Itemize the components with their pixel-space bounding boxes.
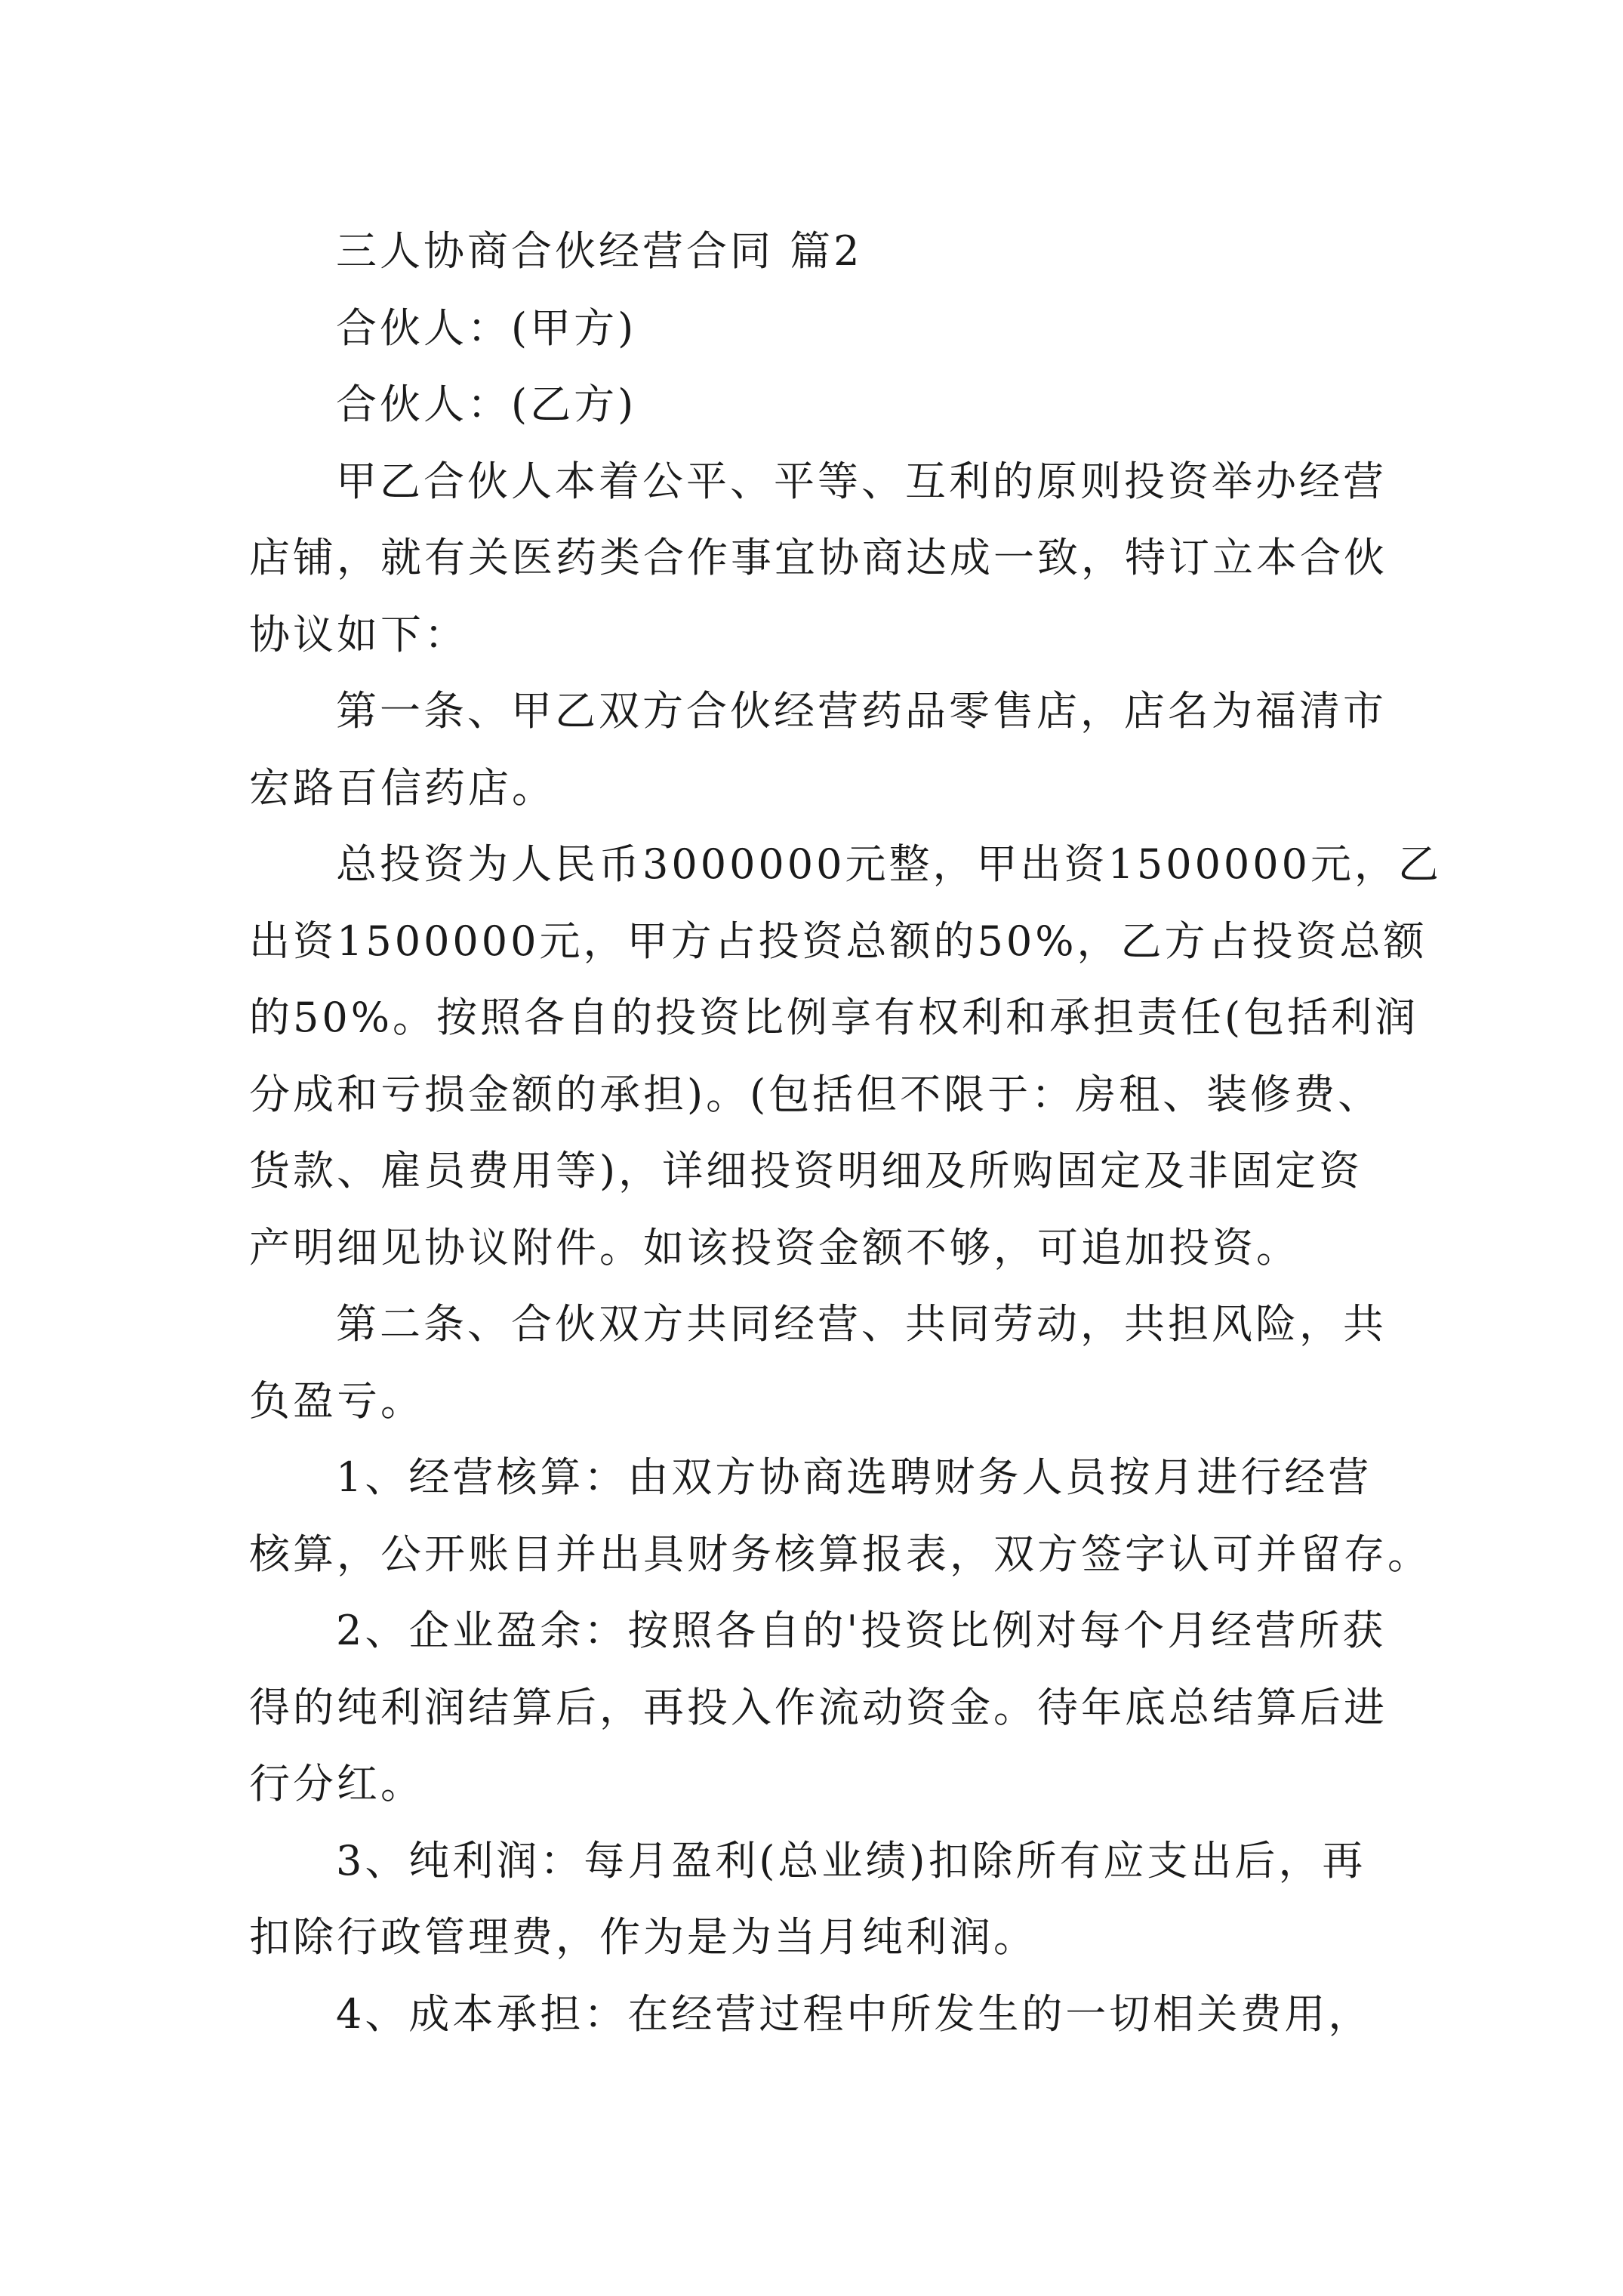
text-line: 产明细见协议附件。如该投资金额不够，可追加投资。 — [249, 1223, 1300, 1271]
text-line: 出资1500000元，甲方占投资总额的50%，乙方占投资总额 — [249, 917, 1427, 965]
text-line: 扣除行政管理费，作为是为当月纯利润。 — [249, 1913, 1037, 1961]
text-line: 4、成本承担：在经营过程中所发生的一切相关费用， — [336, 1989, 1372, 2038]
text-line: 得的纯利润结算后，再投入作流动资金。待年底总结算后进 — [249, 1683, 1387, 1731]
text-line: 2、企业盈余：按照各自的'投资比例对每个月经营所获 — [336, 1607, 1387, 1654]
text-line: 宏路百信药店。 — [249, 763, 556, 812]
text-line: 甲乙合伙人本着公平、平等、互利的原则投资举办经营 — [336, 457, 1387, 505]
text-line: 店铺，就有关医药类合作事宜协商达成一致，特订立本合伙 — [249, 534, 1387, 581]
text-line: 的50%。按照各自的投资比例享有权利和承担责任(包括利润 — [249, 994, 1419, 1041]
text-line: 分成和亏损金额的承担)。(包括但不限于：房租、装修费、 — [249, 1070, 1382, 1118]
text-line: 总投资为人民币3000000元整，甲出资1500000元，乙 — [336, 840, 1442, 888]
text-line: 1、经营核算：由双方协商选聘财务人员按月进行经营 — [336, 1453, 1372, 1501]
text-line: 货款、雇员费用等)，详细投资明细及所购固定及非固定资 — [249, 1147, 1363, 1194]
text-line: 协议如下： — [249, 610, 468, 658]
text-line: 3、纯利润：每月盈利(总业绩)扣除所有应支出后，再 — [336, 1836, 1366, 1885]
text-line: 第一条、甲乙双方合伙经营药品零售店，店名为福清市 — [336, 687, 1387, 735]
party-b-line: 合伙人：(乙方) — [336, 381, 637, 428]
text-line: 负盈亏。 — [249, 1376, 424, 1425]
text-line: 行分红。 — [249, 1760, 424, 1808]
text-line: 核算，公开账目并出具财务核算报表，双方签字认可并留存。 — [249, 1530, 1431, 1578]
document-body — [249, 213, 1442, 2052]
document-title: 三人协商合伙经营合同 篇2 — [336, 227, 863, 275]
text-line: 第二条、合伙双方共同经营、共同劳动，共担风险，共 — [336, 1300, 1387, 1348]
party-a-line: 合伙人：(甲方) — [336, 304, 637, 352]
